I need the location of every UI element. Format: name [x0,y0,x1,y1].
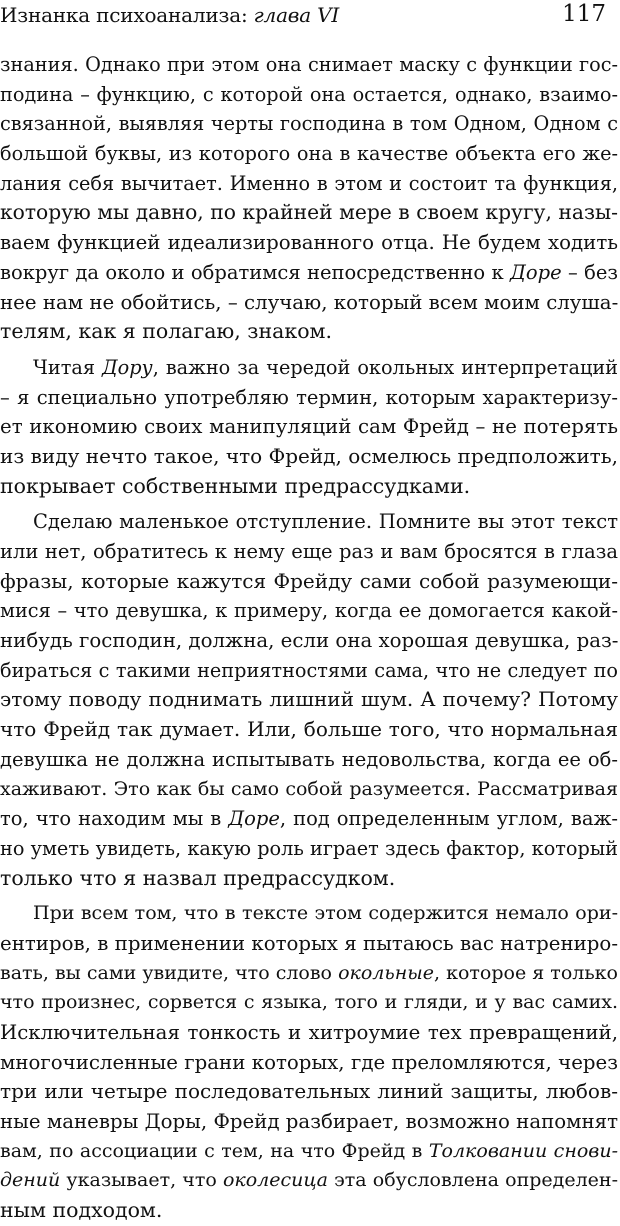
italic-text: Толковании снови- [428,1139,618,1162]
text-run: нее нам не обойтись, – случаю, который всем моим слуша- [0,290,619,314]
running-title [0,3,339,27]
text-line [0,834,618,864]
page-number: 117 [562,1,606,27]
text-run: большой буквы, из которого она в качестве объекта его же- [0,142,618,166]
text-run: , которое я только [433,961,618,984]
text-line [0,1107,618,1137]
text-run: что произнес, сорвется с языка, того и гляди, и у вас самих. [0,991,618,1014]
text-run: лания себя вычитает. Именно в этом и состоит та функция, [0,171,618,195]
text-line [0,959,618,989]
text-run: , важно за чередой окольных интерпретаций [152,355,618,379]
text-run: телям, как я полагаю, знаком. [0,319,332,344]
text-run: эта обусловлена определен- [327,1169,618,1192]
text-run: но уметь увидеть, какую роль играет здесь фактор, который [0,836,618,860]
text-run: мися – что девушка, к примеру, когда ее домогается какой- [0,599,618,623]
text-line [0,596,618,626]
text-run: или нет, обратитесь к нему еще раз и вам бросятся в глаза [0,540,618,563]
body-text [0,50,618,1226]
italic-text: дений [0,1169,61,1192]
paragraph [0,353,618,501]
text-run: покрывает собственными предрассудками. [0,473,471,498]
text-line [0,1166,618,1196]
paragraph [0,50,618,347]
text-line [0,775,618,805]
text-run: из виду нечто такое, что Фрейд, осмелюсь предположить, [0,443,618,468]
text-line [0,228,618,258]
text-run: ные маневры Доры, Фрейд разбирает, возможно напомнят [0,1110,619,1134]
text-run: бираться с такими неприятностями сама, что не следует по [0,658,618,682]
text-run: фразы, которые кажутся Фрейду сами собой разумеющи- [0,568,618,593]
text-line [0,383,618,413]
text-line [0,412,618,442]
text-line [0,626,618,656]
text-line [0,715,618,745]
text-line [0,929,618,959]
text-line [0,567,618,597]
text-line [0,109,618,139]
text-run: что Фрейд так думает. Или, больше того, что нормальная [0,717,618,742]
text-line [0,169,618,199]
text-line [0,50,618,80]
text-run: Исключительная тонкость и хитроумие тех превращений, [0,1021,618,1044]
text-run: , под определенным углом, важ- [279,807,618,831]
text-line [0,988,618,1018]
text-line [0,656,618,686]
running-header [0,0,620,34]
italic-text: Доре [510,260,562,284]
text-run: подина – функцию, с которой она остается, однако, взаимо- [0,82,618,106]
text-line [0,864,618,894]
text-run: ет икономию своих манипуляций сам Фрейд – не потерять [0,415,618,439]
text-line [0,804,618,834]
text-run: – я специально употребляю термин, которым характеризу- [0,385,618,409]
text-line [0,685,618,715]
italic-text: окольные [338,961,434,984]
text-line [0,1077,618,1107]
text-run: нибудь господин, должна, если она хорошая девушка, раз- [0,629,619,653]
text-line [0,537,618,567]
chapter-label: глава VI [253,3,340,27]
paragraph [0,899,618,1226]
text-line [0,258,618,288]
text-run: указывает, что [60,1169,223,1192]
italic-text: Дору [101,355,153,379]
text-line [0,139,618,169]
text-line [0,1018,618,1048]
text-run: вокруг да около и обратимся непосредственно к [0,260,511,284]
text-run: три или четыре последовательных линий защиты, любов- [0,1079,618,1104]
text-line [0,745,618,775]
text-run: ваем функцией идеализированного отца. Не будем ходить [0,231,618,255]
text-line [0,353,618,383]
text-line [0,472,618,502]
text-run: ным подходом. [0,1198,163,1223]
text-run: этому поводу поднимать лишний шум. А почему? Потому [0,687,618,712]
text-run: ентиров, в применении которых я пытаюсь вас натрениро- [0,931,618,955]
paragraph [0,507,618,893]
text-run: девушка не должна испытывать недовольства, когда ее об- [0,747,618,771]
text-line [0,198,618,228]
text-run: связанной, выявляя черты господина в том Одном, Одном с [0,112,618,136]
text-line [0,899,618,929]
text-line [0,317,618,347]
text-run: только что я назвал предрассудком. [0,865,396,890]
text-line [0,507,618,537]
text-line [0,1137,618,1167]
text-run: вать, вы сами увидите, что слово [0,961,339,984]
text-line [0,80,618,110]
text-run: знания. Однако при этом она снимает маску с функции гос- [0,53,618,76]
text-line [0,1048,618,1078]
text-run: При всем том, что в тексте этом содержится немало ори- [33,902,618,925]
text-line [0,288,618,318]
text-run: Читая [33,355,102,379]
italic-text: Доре [228,807,280,831]
text-run: многочисленные грани которых, где преломляются, через [0,1050,618,1074]
text-run: вам, по ассоциации с тем, на что Фрейд в [0,1139,429,1162]
text-line [0,1196,618,1226]
book-title: Изнанка психоанализа: [0,3,254,27]
text-run: то, что находим мы в [0,807,229,831]
text-run: Сделаю маленькое отступление. Помните вы этот текст [33,510,618,534]
text-line [0,442,618,472]
text-run: – без [561,260,619,284]
text-run: которую мы давно, по крайней мере в своем кругу, назы- [0,200,618,225]
text-run: хаживают. Это как бы само собой разумеется. Рассматривая [0,777,618,800]
italic-text: околесица [222,1169,328,1192]
